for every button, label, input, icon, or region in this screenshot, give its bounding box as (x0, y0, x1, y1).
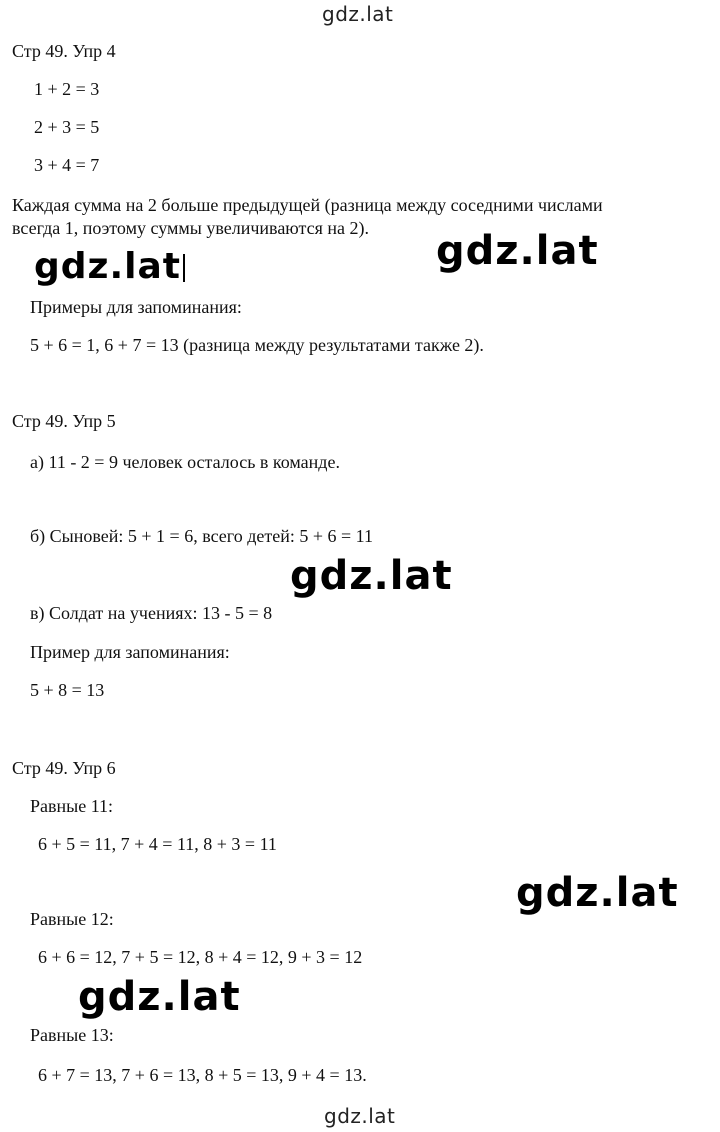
watermark-2: gdz.lat (436, 228, 599, 274)
ex4-memo-label: Примеры для запоминания: (30, 297, 242, 317)
ex6-equations-13: 6 + 7 = 13, 7 + 6 = 13, 8 + 5 = 13, 9 + 4 = 13. (38, 1065, 367, 1085)
ex6-label-12: Равные 12: (30, 909, 114, 929)
ex5-item-c: в) Солдат на учениях: 13 - 5 = 8 (30, 603, 273, 623)
ex5-item-b: б) Сыновей: 5 + 1 = 6, всего детей: 5 + 6 = 11 (30, 526, 374, 546)
ex5-item-a: а) 11 - 2 = 9 человек осталось в команде. (30, 452, 340, 472)
ex5-heading: Стр 49. Упр 5 (12, 411, 116, 431)
ex6-heading: Стр 49. Упр 6 (12, 758, 116, 778)
ex4-equation-1: 1 + 2 = 3 (34, 79, 100, 99)
watermark-bottom: gdz.lat (324, 1104, 396, 1128)
ex6-label-11: Равные 11: (30, 796, 114, 816)
text-cursor (183, 254, 185, 282)
watermark-top: gdz.lat (322, 2, 394, 26)
ex4-explanation-line2: всегда 1, поэтому суммы увеличиваются на 2). (12, 218, 369, 238)
ex4-equation-2: 2 + 3 = 5 (34, 117, 100, 137)
watermark-4: gdz.lat (516, 870, 679, 916)
ex6-equations-11: 6 + 5 = 11, 7 + 4 = 11, 8 + 3 = 11 (38, 834, 277, 854)
ex4-heading: Стр 49. Упр 4 (12, 41, 116, 61)
ex6-label-13: Равные 13: (30, 1025, 114, 1045)
ex4-equation-3: 3 + 4 = 7 (34, 155, 100, 175)
ex5-memo-label: Пример для запоминания: (30, 642, 230, 662)
ex4-explanation-line1: Каждая сумма на 2 больше предыдущей (разница между соседними числами (12, 195, 603, 215)
ex4-memo-text: 5 + 6 = 1, 6 + 7 = 13 (разница между результатами также 2). (30, 335, 484, 355)
watermark-1-text: gdz.lat (34, 246, 182, 287)
watermark-3: gdz.lat (290, 553, 453, 599)
watermark-5: gdz.lat (78, 974, 241, 1020)
ex6-equations-12: 6 + 6 = 12, 7 + 5 = 12, 8 + 4 = 12, 9 + 3 = 12 (38, 947, 363, 967)
ex5-memo-text: 5 + 8 = 13 (30, 680, 105, 700)
watermark-1 (34, 246, 185, 287)
